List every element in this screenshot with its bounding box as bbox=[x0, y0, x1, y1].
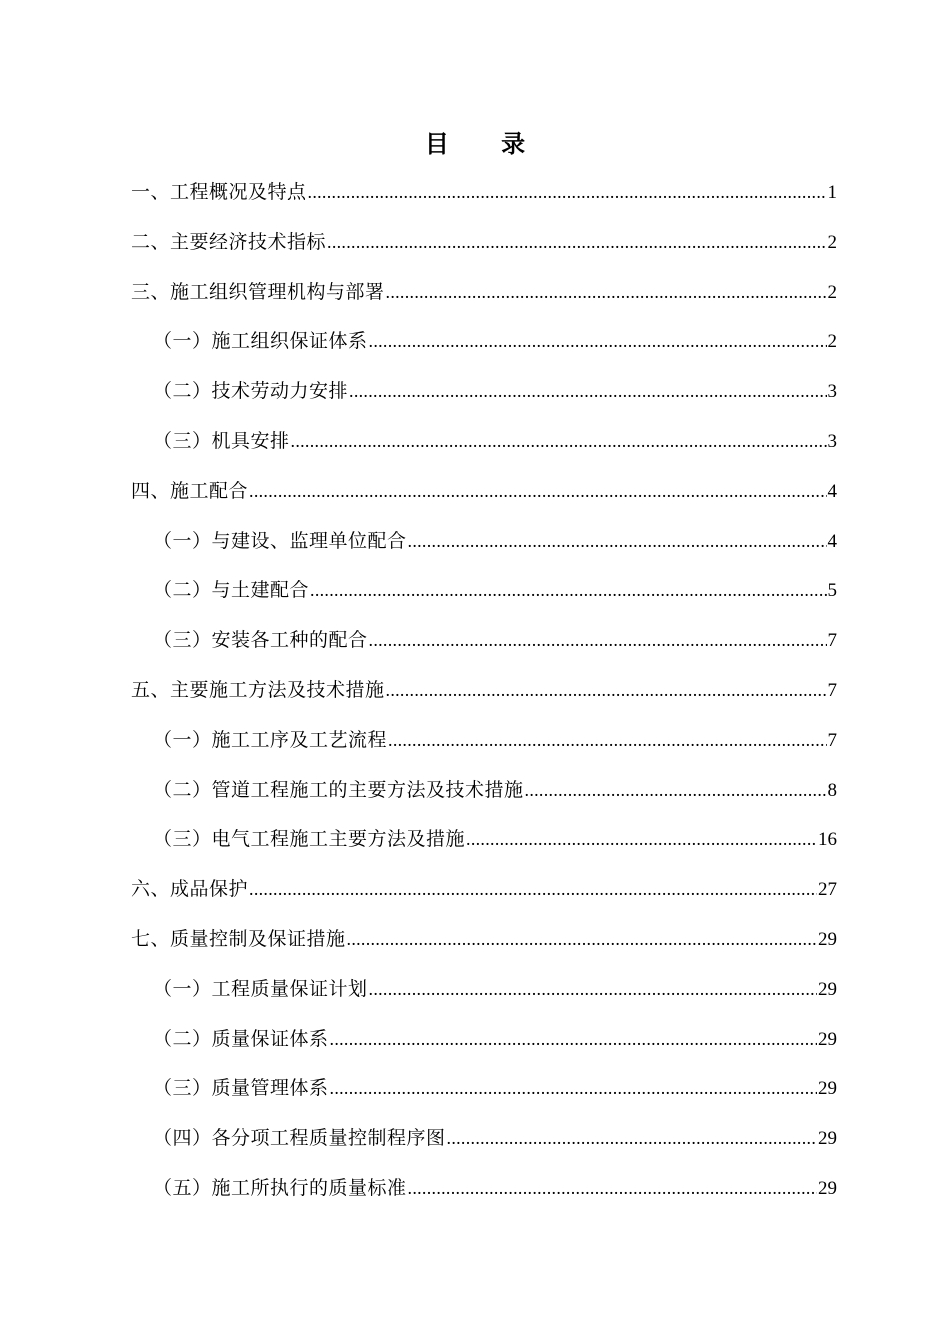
toc-dot-leader bbox=[525, 770, 827, 810]
toc-entry-label: （三）安装各工种的配合 bbox=[153, 629, 368, 652]
toc-entry[interactable] bbox=[131, 222, 837, 272]
toc-entry-label: （二）与土建配合 bbox=[153, 579, 310, 602]
toc-dot-leader bbox=[310, 570, 826, 610]
toc-entry-label: 一、工程概况及特点 bbox=[131, 181, 307, 203]
toc-dot-leader bbox=[327, 222, 826, 262]
toc-entry-page: 29 bbox=[818, 978, 837, 1000]
toc-dot-leader bbox=[349, 371, 826, 411]
toc-entry-page: 2 bbox=[827, 331, 837, 353]
toc-entry-page: 7 bbox=[827, 630, 837, 652]
toc-entry-label: 六、成品保护 bbox=[131, 878, 249, 901]
toc-entry[interactable] bbox=[131, 720, 837, 770]
toc-entry-page: 4 bbox=[827, 530, 837, 552]
toc-entry-label: （四）各分项工程质量控制程序图 bbox=[153, 1127, 446, 1150]
toc-entry-label: （三）质量管理体系 bbox=[153, 1077, 329, 1100]
toc-entry-page: 2 bbox=[827, 231, 837, 253]
toc-entry-page: 5 bbox=[827, 580, 837, 602]
toc-entry-label: （一）与建设、监理单位配合 bbox=[153, 529, 407, 552]
toc-dot-leader bbox=[386, 670, 827, 710]
toc-entry-page: 2 bbox=[827, 281, 837, 303]
toc-entry[interactable] bbox=[131, 1019, 837, 1069]
toc-dot-leader bbox=[386, 272, 827, 312]
toc-entry[interactable] bbox=[131, 521, 837, 571]
toc-dot-leader bbox=[249, 471, 826, 511]
toc-entry[interactable] bbox=[131, 172, 837, 222]
toc-entry[interactable] bbox=[131, 570, 837, 620]
toc-dot-leader bbox=[330, 1068, 817, 1108]
toc-entry[interactable] bbox=[131, 321, 837, 371]
toc-list bbox=[131, 172, 837, 1218]
toc-entry-page: 7 bbox=[827, 729, 837, 751]
toc-entry-page: 3 bbox=[827, 381, 837, 403]
toc-entry[interactable] bbox=[131, 869, 837, 919]
toc-entry-page: 16 bbox=[818, 829, 837, 851]
toc-entry-page: 29 bbox=[818, 1177, 837, 1199]
toc-entry-label: 三、施工组织管理机构与部署 bbox=[131, 280, 385, 303]
toc-dot-leader bbox=[369, 321, 827, 361]
toc-entry-label: （一）施工工序及工艺流程 bbox=[153, 728, 388, 751]
toc-entry-label: （二）管道工程施工的主要方法及技术措施 bbox=[153, 778, 524, 801]
toc-entry-label: （一）施工组织保证体系 bbox=[153, 330, 368, 353]
toc-dot-leader bbox=[466, 819, 817, 859]
toc-dot-leader bbox=[369, 969, 817, 1009]
toc-dot-leader bbox=[308, 172, 827, 212]
toc-dot-leader bbox=[291, 421, 827, 461]
toc-entry-page: 29 bbox=[818, 1078, 837, 1100]
toc-entry-page: 7 bbox=[827, 679, 837, 701]
toc-entry-label: 七、质量控制及保证措施 bbox=[131, 927, 346, 950]
toc-dot-leader bbox=[408, 521, 827, 561]
toc-entry-label: （三）电气工程施工主要方法及措施 bbox=[153, 828, 466, 851]
toc-entry[interactable] bbox=[131, 421, 837, 471]
toc-entry[interactable] bbox=[131, 670, 837, 720]
toc-entry-page: 8 bbox=[827, 779, 837, 801]
toc-dot-leader bbox=[347, 919, 817, 959]
toc-entry-page: 29 bbox=[818, 1128, 837, 1150]
toc-entry-page: 27 bbox=[818, 879, 837, 901]
toc-dot-leader bbox=[330, 1019, 817, 1059]
toc-entry-page: 3 bbox=[827, 430, 837, 452]
toc-entry[interactable] bbox=[131, 770, 837, 820]
toc-entry[interactable] bbox=[131, 919, 837, 969]
toc-title: 目 录 bbox=[424, 129, 548, 158]
toc-entry[interactable] bbox=[131, 371, 837, 421]
toc-entry[interactable] bbox=[131, 620, 837, 670]
toc-entry-label: 五、主要施工方法及技术措施 bbox=[131, 678, 385, 701]
toc-dot-leader bbox=[369, 620, 827, 660]
toc-entry-page: 4 bbox=[827, 480, 837, 502]
toc-entry[interactable] bbox=[131, 969, 837, 1019]
toc-entry-label: （二）技术劳动力安排 bbox=[153, 380, 349, 403]
toc-entry-page: 29 bbox=[818, 1028, 837, 1050]
toc-entry-label: 二、主要经济技术指标 bbox=[131, 230, 327, 253]
toc-dot-leader bbox=[249, 869, 817, 909]
toc-entry-label: （五）施工所执行的质量标准 bbox=[153, 1176, 407, 1199]
toc-entry[interactable] bbox=[131, 272, 837, 322]
toc-entry-label: （一）工程质量保证计划 bbox=[153, 977, 368, 1000]
toc-entry-page: 29 bbox=[818, 928, 837, 950]
toc-dot-leader bbox=[408, 1168, 817, 1208]
toc-entry[interactable] bbox=[131, 819, 837, 869]
toc-entry-label: （二）质量保证体系 bbox=[153, 1027, 329, 1050]
toc-entry[interactable] bbox=[131, 471, 837, 521]
toc-entry[interactable] bbox=[131, 1118, 837, 1168]
toc-entry-label: （三）机具安排 bbox=[153, 429, 290, 452]
toc-entry-page: 1 bbox=[827, 182, 837, 203]
toc-entry-label: 四、施工配合 bbox=[131, 479, 249, 502]
toc-entry[interactable] bbox=[131, 1168, 837, 1218]
toc-dot-leader bbox=[388, 720, 826, 760]
toc-entry[interactable] bbox=[131, 1068, 837, 1118]
toc-dot-leader bbox=[447, 1118, 817, 1158]
